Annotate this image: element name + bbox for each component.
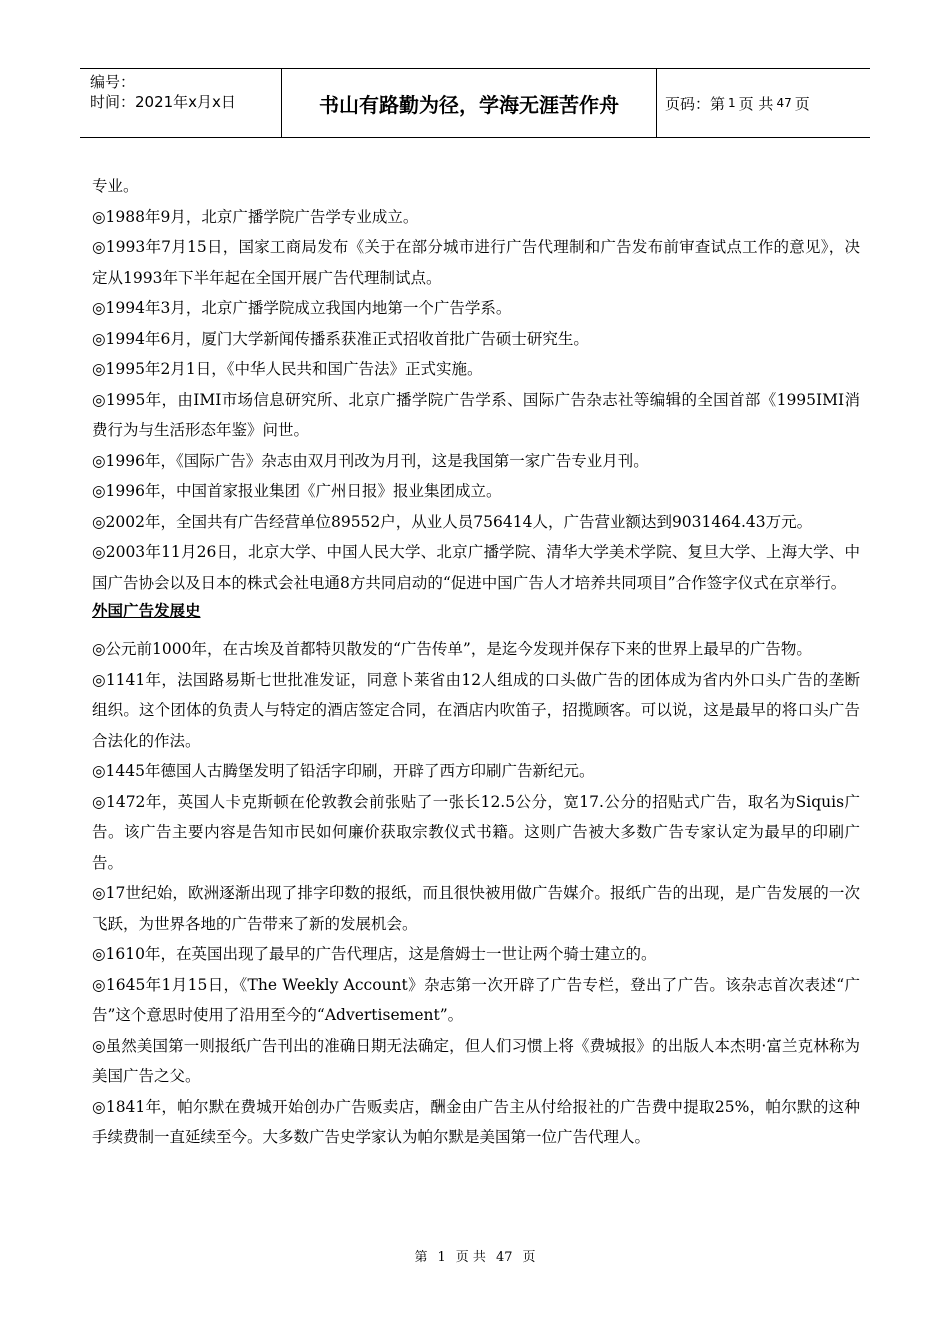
paragraph: ◎1993年7月15日，国家工商局发布《关于在部分城市进行广告代理制和广告发布前审查试点工作的意见》，决定从1993年下半年起在全国开展广告代理制试点。 — [92, 238, 860, 287]
paragraph: ◎1610年，在英国出现了最早的广告代理店，这是詹姆士一世让两个骑士建立的。 — [92, 945, 657, 963]
paragraph: ◎1996年，《国际广告》杂志由双月刊改为月刊，这是我国第一家广告专业月刊。 — [92, 451, 649, 470]
document-number-label: 编号： — [90, 73, 136, 91]
document-date: 时间：2021年x月x日 — [90, 93, 236, 111]
paragraph: ◎1995年2月1日，《中华人民共和国广告法》正式实施。 — [92, 360, 483, 378]
paragraph: ◎1988年9月，北京广播学院广告学专业成立。 — [92, 207, 419, 226]
header-page-total: 47 — [776, 96, 792, 110]
paragraph: ◎2002年，全国共有广告经营单位89552户，从业人员756414人，广告营业额达到9031464.43万元。 — [92, 512, 813, 531]
paragraph: ◎1645年1月15日，《The Weekly Account》杂志第一次开辟了广告专栏，登出了广告。该杂志首次表述“广告”这个意思时使用了沿用至今的“Advertisement”。 — [92, 975, 860, 1024]
paragraph: ◎1994年6月，厦门大学新闻传播系获准正式招收首批广告硕士研究生。 — [92, 329, 589, 348]
footer-mid: 页 共 — [455, 1250, 486, 1265]
paragraph: ◎1472年，英国人卡克斯顿在伦敦教会前张贴了一张长12.5公分，宽17.公分的招贴式广告，取名为Siquis广告。该广告主要内容是告知市民如何廉价获取宗教仪式书籍。这则广告被大多数广告专家认定为最早的印刷广告。 — [92, 792, 860, 872]
paragraph: ◎1141年，法国路易斯七世批准发证，同意卜莱省由12人组成的口头做广告的团体成为省内外口头广告的垄断组织。这个团体的负责人与特定的酒店签定合同，在酒店内吹笛子，招揽顾客。可以说，这是最早的将口头广告合法化的作法。 — [92, 670, 860, 750]
header-meta — [80, 69, 281, 137]
footer-page-total: 47 — [495, 1250, 513, 1265]
paragraph: ◎1841年，帕尔默在费城开始创办广告贩卖店，酬金由广告主从付给报社的广告费中提取25%，帕尔默的这种手续费制一直延续至今。大多数广告史学家认为帕尔默是美国第一位广告代理人。 — [92, 1097, 860, 1146]
paragraph: ◎1995年，由IMI市场信息研究所、北京广播学院广告学系、国际广告杂志社等编辑的全国首部《1995IMI消费行为与生活形态年鉴》问世。 — [92, 390, 860, 439]
document-body — [92, 171, 860, 1153]
footer-suffix: 页 — [522, 1250, 536, 1265]
paragraph: ◎1994年3月，北京广播学院成立我国内地第一个广告学系。 — [92, 299, 512, 317]
section-heading: 外国广告发展史 — [92, 602, 201, 620]
page-header — [80, 68, 870, 138]
header-page-prefix: 页码：第 — [665, 94, 726, 113]
footer-prefix: 第 — [414, 1250, 428, 1265]
paragraph: ◎1445年德国人古腾堡发明了铅活字印刷，开辟了西方印刷广告新纪元。 — [92, 762, 595, 780]
header-motto: 书山有路勤为径，学海无涯苦作舟 — [281, 69, 657, 137]
paragraph: ◎2003年11月26日，北京大学、中国人民大学、北京广播学院、清华大学美术学院、复旦大学、上海大学、中国广告协会以及日本的株式会社电通8方共同启动的“促进中国广告人才培养共同项目”合作签字仪式在京举行。 — [92, 543, 860, 592]
page-footer — [0, 1246, 950, 1265]
paragraph: ◎公元前1000年，在古埃及首都特贝散发的“广告传单”，是迄今发现并保存下来的世界上最早的广告物。 — [92, 640, 812, 658]
paragraph: ◎虽然美国第一则报纸广告刊出的准确日期无法确定，但人们习惯上将《费城报》的出版人本杰明·富兰克林称为美国广告之父。 — [92, 1036, 860, 1085]
paragraph: 专业。 — [92, 177, 139, 195]
header-page-info — [657, 69, 870, 137]
header-page-mid: 页 共 — [738, 94, 774, 113]
paragraph: ◎17世纪始，欧洲逐渐出现了排字印数的报纸，而且很快被用做广告媒介。报纸广告的出现，是广告发展的一次飞跃，为世界各地的广告带来了新的发展机会。 — [92, 884, 860, 933]
header-page-suffix: 页 — [794, 94, 810, 113]
header-page-current: 1 — [728, 96, 736, 110]
footer-page-current: 1 — [437, 1250, 446, 1265]
paragraph: ◎1996年，中国首家报业集团《广州日报》报业集团成立。 — [92, 482, 502, 500]
